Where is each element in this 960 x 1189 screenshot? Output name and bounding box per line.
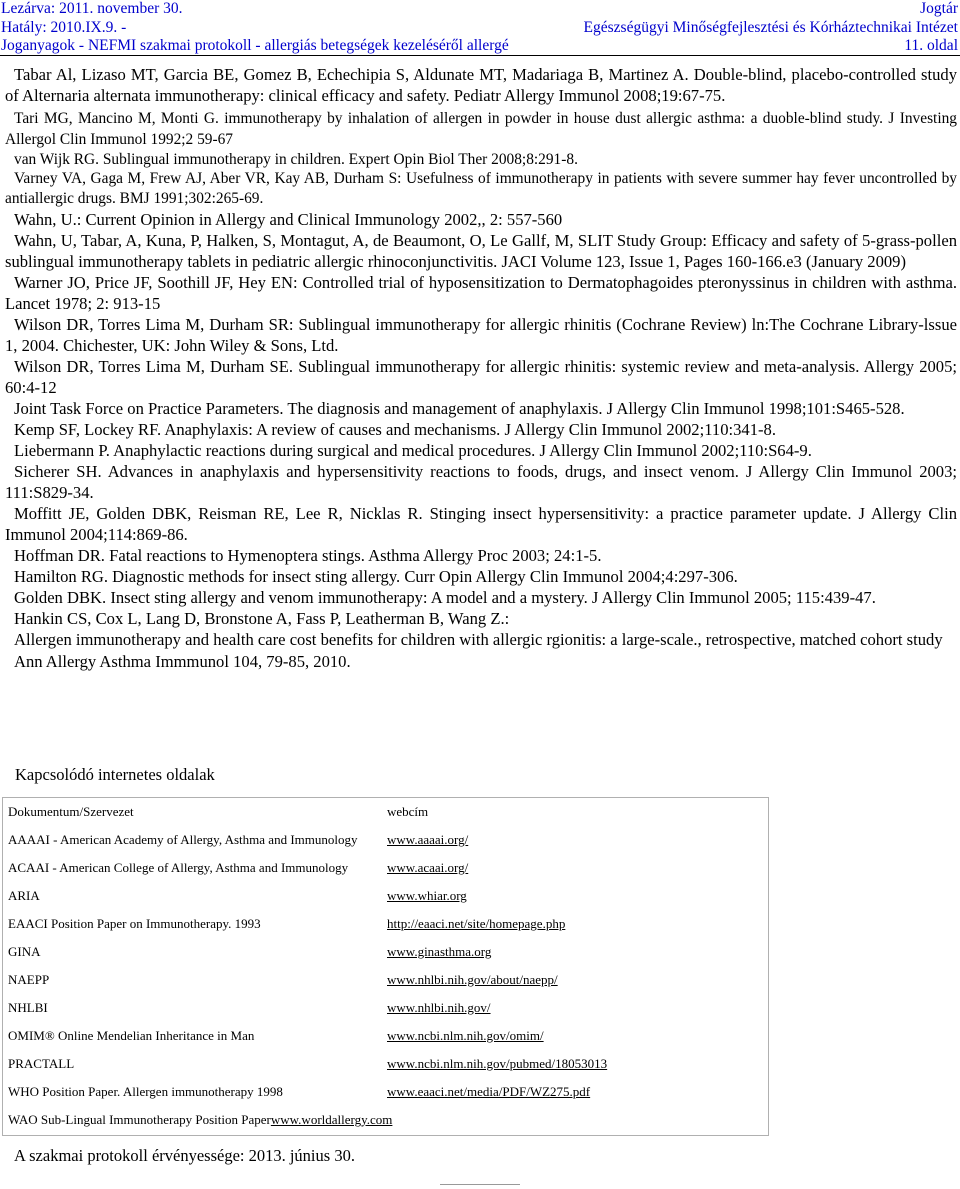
reference-item: Warner JO, Price JF, Soothill JF, Hey EN: Controlled trial of hyposensitization to Dermatophagoides pteronyssinus in children with asthma. Lancet 1978; 2: 913-15 [5, 273, 957, 313]
row-organization: NAEPP [8, 972, 50, 987]
reference-item: Wilson DR, Torres Lima M, Durham SR: Sublingual immunotherapy for allergic rhinitis (Cochrane Review) ln:The Cochrane Library-lssue 1, 2004. Chichester, UK: John Wiley & Sons, Ltd. [5, 315, 957, 355]
reference-item: Tabar Al, Lizaso MT, Garcia BE, Gomez B, Echechipia S, Aldunate MT, Madariaga B, Martinez A. Double-blind, placebo-controlled study of Alternaria alternata immunotherapy: clinical efficacy and safety. Pediatr Allergy Immunol 2008;19:67-75. [5, 65, 957, 105]
links-section-title: Kapcsolódó internetes oldalak [15, 765, 215, 784]
header-left [1, 0, 509, 56]
document-title: Joganyagok - NEFMI szakmai protokoll - allergiás betegségek kezeléséről allergé [1, 37, 509, 54]
reference-item: Wahn, U, Tabar, A, Kuna, P, Halken, S, Montagut, A, de Beaumont, O, Le Gallf, M, SLIT Study Group: Efficacy and safety of 5-grass-pollen sublingual immunotherapy tablets in pediatric allergic rhinoconjunctivitis. JACI Volume 123, Issue 1, Pages 160-166.e3 (January 2009) [5, 231, 957, 271]
row-link[interactable]: www.whiar.org [387, 888, 467, 903]
table-row [3, 1022, 768, 1050]
row-link[interactable]: www.ncbi.nlm.nih.gov/pubmed/18053013 [387, 1056, 608, 1071]
row-organization: WHO Position Paper. Allergen immunotherapy 1998 [8, 1084, 283, 1099]
reference-item: Hankin CS, Cox L, Lang D, Bronstone A, Fass P, Leatherman B, Wang Z.: [14, 609, 510, 628]
row-link[interactable]: www.ginasthma.org [387, 944, 492, 959]
reference-item: Joint Task Force on Practice Parameters. The diagnosis and management of anaphylaxis. J Allergy Clin Immunol 1998;101:S465-528. [14, 399, 905, 418]
reference-item: Ann Allergy Asthma Immmunol 104, 79-85, 2010. [14, 652, 351, 671]
table-row [3, 1078, 768, 1106]
reference-item: Moffitt JE, Golden DBK, Reisman RE, Lee R, Nicklas R. Stinging insect hypersensitivity: a practice parameter update. J Allergy Clin Immunol 2004;114:869-86. [5, 504, 957, 544]
reference-item: Hamilton RG. Diagnostic methods for insect sting allergy. Curr Opin Allergy Clin Immunol 2004;4:297-306. [14, 567, 738, 586]
effective-date: Hatály: 2010.IX.9. - [1, 18, 127, 36]
publisher: Jogtár [920, 0, 958, 17]
row-organization: OMIM® Online Mendelian Inheritance in Man [8, 1028, 255, 1043]
validity-statement: A szakmai protokoll érvényessége: 2013. június 30. [14, 1146, 355, 1165]
column-header-url: webcím [387, 804, 429, 819]
row-link[interactable]: www.aaaai.org/ [387, 832, 469, 847]
reference-item: Kemp SF, Lockey RF. Anaphylaxis: A review of causes and mechanisms. J Allergy Clin Immunol 2002;110:341-8. [14, 420, 776, 439]
table-row [3, 966, 768, 994]
row-organization: EAACI Position Paper on Immunotherapy. 1993 [8, 916, 261, 931]
reference-item: van Wijk RG. Sublingual immunotherapy in children. Expert Opin Biol Ther 2008;8:291-8. [14, 151, 578, 168]
reference-item: Wilson DR, Torres Lima M, Durham SE. Sublingual immunotherapy for allergic rhinitis: systemic review and meta-analysis. Allergy 2005; 60:4-12 [5, 357, 957, 397]
table-row [3, 910, 768, 938]
end-rule [440, 1184, 520, 1185]
reference-item: Wahn, U.: Current Opinion in Allergy and Clinical Immunology 2002,, 2: 557-560 [14, 210, 563, 229]
table-row [3, 826, 768, 854]
table-row [3, 1106, 768, 1133]
table-row [3, 994, 768, 1022]
row-link[interactable]: http://eaaci.net/site/homepage.php [387, 916, 566, 931]
row-link[interactable]: www.eaaci.net/media/PDF/WZ275.pdf [387, 1084, 591, 1099]
links-table [2, 797, 769, 1136]
table-row [3, 882, 768, 910]
row-link[interactable]: www.worldallergy.com [270, 1111, 393, 1127]
institute: Egészségügyi Minőségfejlesztési és Kórháztechnikai Intézet [583, 18, 958, 36]
closed-date: Lezárva: 2011. november 30. [1, 0, 183, 17]
reference-list [5, 64, 957, 672]
row-organization: WAO Sub-Lingual Immunotherapy Position Paper [8, 1111, 271, 1127]
row-link[interactable]: www.ncbi.nlm.nih.gov/omim/ [387, 1028, 544, 1043]
row-organization: AAAAI - American Academy of Allergy, Asthma and Immunology [8, 832, 358, 847]
row-link[interactable]: www.acaai.org/ [387, 860, 469, 875]
row-organization: ACAAI - American College of Allergy, Asthma and Immunology [8, 860, 349, 875]
reference-item: Liebermann P. Anaphylactic reactions during surgical and medical procedures. J Allergy Clin Immunol 2002;110:S64-9. [14, 441, 812, 460]
row-organization: NHLBI [8, 1000, 48, 1015]
header-right [584, 0, 958, 56]
row-link[interactable]: www.nhlbi.nih.gov/ [387, 1000, 491, 1015]
table-row [3, 854, 768, 882]
reference-item: Sicherer SH. Advances in anaphylaxis and hypersensitivity reactions to foods, drugs, and insect venom. J Allergy Clin Immunol 2003; 111:S829-34. [5, 462, 957, 502]
header-rule [0, 55, 960, 56]
reference-item: Golden DBK. Insect sting allergy and venom immunotherapy: A model and a mystery. J Allergy Clin Immunol 2005; 115:439-47. [14, 588, 876, 607]
row-organization: GINA [8, 944, 41, 959]
reference-item: Tari MG, Mancino M, Monti G. immunotherapy by inhalation of allergen in powder in house dust allergic asthma: a duoble-blind study. J Investing Allergol Clin Immunol 1992;2 59-67 [5, 110, 957, 148]
reference-item: Varney VA, Gaga M, Frew AJ, Aber VR, Kay AB, Durham S: Usefulness of immunotherapy in patients with severe summer hay fever uncontrolled by antiallergic drugs. BMJ 1991;302:265-69. [5, 170, 957, 207]
reference-item: Hoffman DR. Fatal reactions to Hymenoptera stings. Asthma Allergy Proc 2003; 24:1-5. [14, 546, 602, 565]
reference-item: Allergen immunotherapy and health care cost benefits for children with allergic rgionitis: a large-scale., retrospective, matched cohort study [14, 630, 943, 649]
row-organization: PRACTALL [8, 1056, 75, 1071]
table-header-row [3, 798, 768, 826]
table-row [3, 938, 768, 966]
row-link[interactable]: www.nhlbi.nih.gov/about/naepp/ [387, 972, 558, 987]
row-organization: ARIA [8, 888, 40, 903]
page-number: 11. oldal [904, 37, 958, 54]
table-row [3, 1050, 768, 1078]
page-header [0, 0, 960, 58]
column-header-document: Dokumentum/Szervezet [8, 804, 134, 819]
